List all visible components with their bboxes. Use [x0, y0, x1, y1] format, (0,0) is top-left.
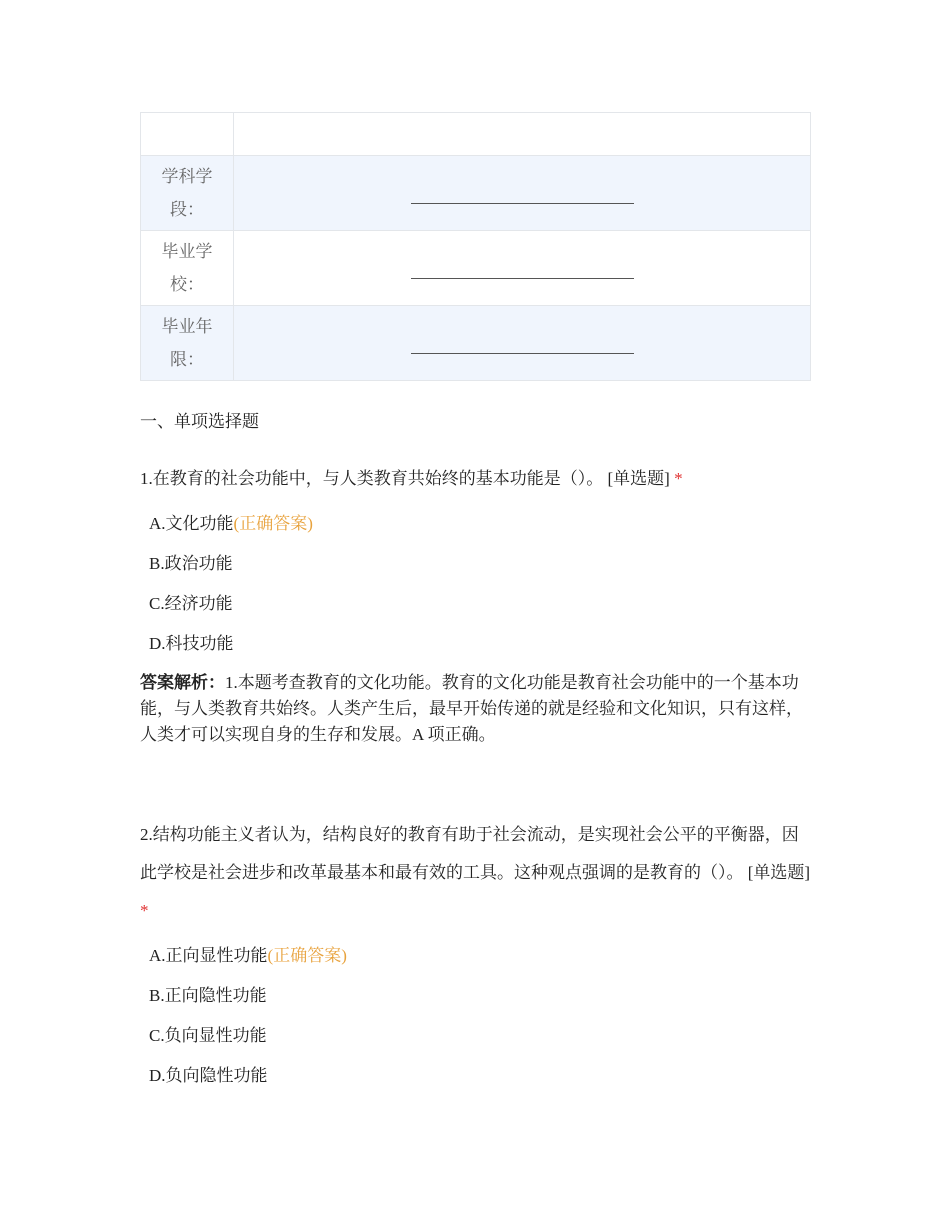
analysis-label: 答案解析： — [140, 673, 225, 692]
info-row-subject — [141, 156, 811, 231]
option-text: D.负向隐性功能 — [149, 1066, 268, 1085]
info-row-school — [141, 231, 811, 306]
years-label — [141, 306, 234, 381]
info-row-years — [141, 306, 811, 381]
option-c[interactable] — [149, 584, 812, 624]
option-d[interactable] — [149, 624, 812, 664]
section-title: 一、单项选择题 — [140, 412, 259, 431]
school-label — [141, 231, 234, 306]
required-mark: * — [674, 469, 683, 488]
question-stem — [140, 816, 812, 930]
info-label — [141, 113, 234, 156]
question-type-tag: [单选题] — [747, 863, 811, 882]
info-value — [234, 113, 811, 156]
subject-stage-label-text: 学科学段： — [161, 167, 213, 219]
years-blank[interactable] — [234, 306, 811, 381]
option-text: A.正向显性功能 — [149, 946, 268, 965]
option-a[interactable] — [149, 936, 812, 976]
option-text: B.政治功能 — [149, 554, 233, 573]
subject-stage-label — [141, 156, 234, 231]
option-d[interactable] — [149, 1056, 812, 1096]
option-b[interactable] — [149, 976, 812, 1016]
question-2 — [140, 816, 812, 1096]
correct-answer-tag: (正确答案) — [267, 946, 347, 965]
school-line — [411, 278, 634, 279]
required-mark: * — [140, 901, 149, 920]
question-1 — [140, 460, 812, 748]
question-stem-text: 1.在教育的社会功能中，与人类教育共始终的基本功能是（）。 — [140, 469, 604, 488]
subject-stage-line — [411, 203, 634, 204]
analysis-text: 1.本题考查教育的文化功能。教育的文化功能是教育社会功能中的一个基本功能，与人类教育共始终。人类产生后，最早开始传递的就是经验和文化知识，只有这样，人类才可以实现自身的生存和发展。A 项正确。 — [140, 673, 803, 744]
school-label-text: 毕业学校： — [161, 242, 213, 294]
info-row-header — [141, 113, 811, 156]
years-label-text: 毕业年限： — [161, 317, 213, 369]
option-text: C.负向显性功能 — [149, 1026, 267, 1045]
option-text: B.正向隐性功能 — [149, 986, 267, 1005]
option-c[interactable] — [149, 1016, 812, 1056]
option-text: A.文化功能 — [149, 514, 234, 533]
answer-analysis — [140, 670, 812, 748]
option-b[interactable] — [149, 544, 812, 584]
question-stem — [140, 460, 812, 498]
option-text: C.经济功能 — [149, 594, 233, 613]
options-list — [140, 936, 812, 1096]
subject-stage-blank[interactable] — [234, 156, 811, 231]
option-a[interactable] — [149, 504, 812, 544]
question-stem-text: 2.结构功能主义者认为，结构良好的教育有助于社会流动，是实现社会公平的平衡器，因此学校是社会进步和改革最基本和最有效的工具。这种观点强调的是教育的（）。 — [140, 825, 799, 882]
info-table — [140, 112, 811, 381]
options-list — [140, 504, 812, 664]
correct-answer-tag: (正确答案) — [233, 514, 313, 533]
years-line — [411, 353, 634, 354]
question-type-tag: [单选题] — [607, 469, 670, 488]
option-text: D.科技功能 — [149, 634, 234, 653]
school-blank[interactable] — [234, 231, 811, 306]
